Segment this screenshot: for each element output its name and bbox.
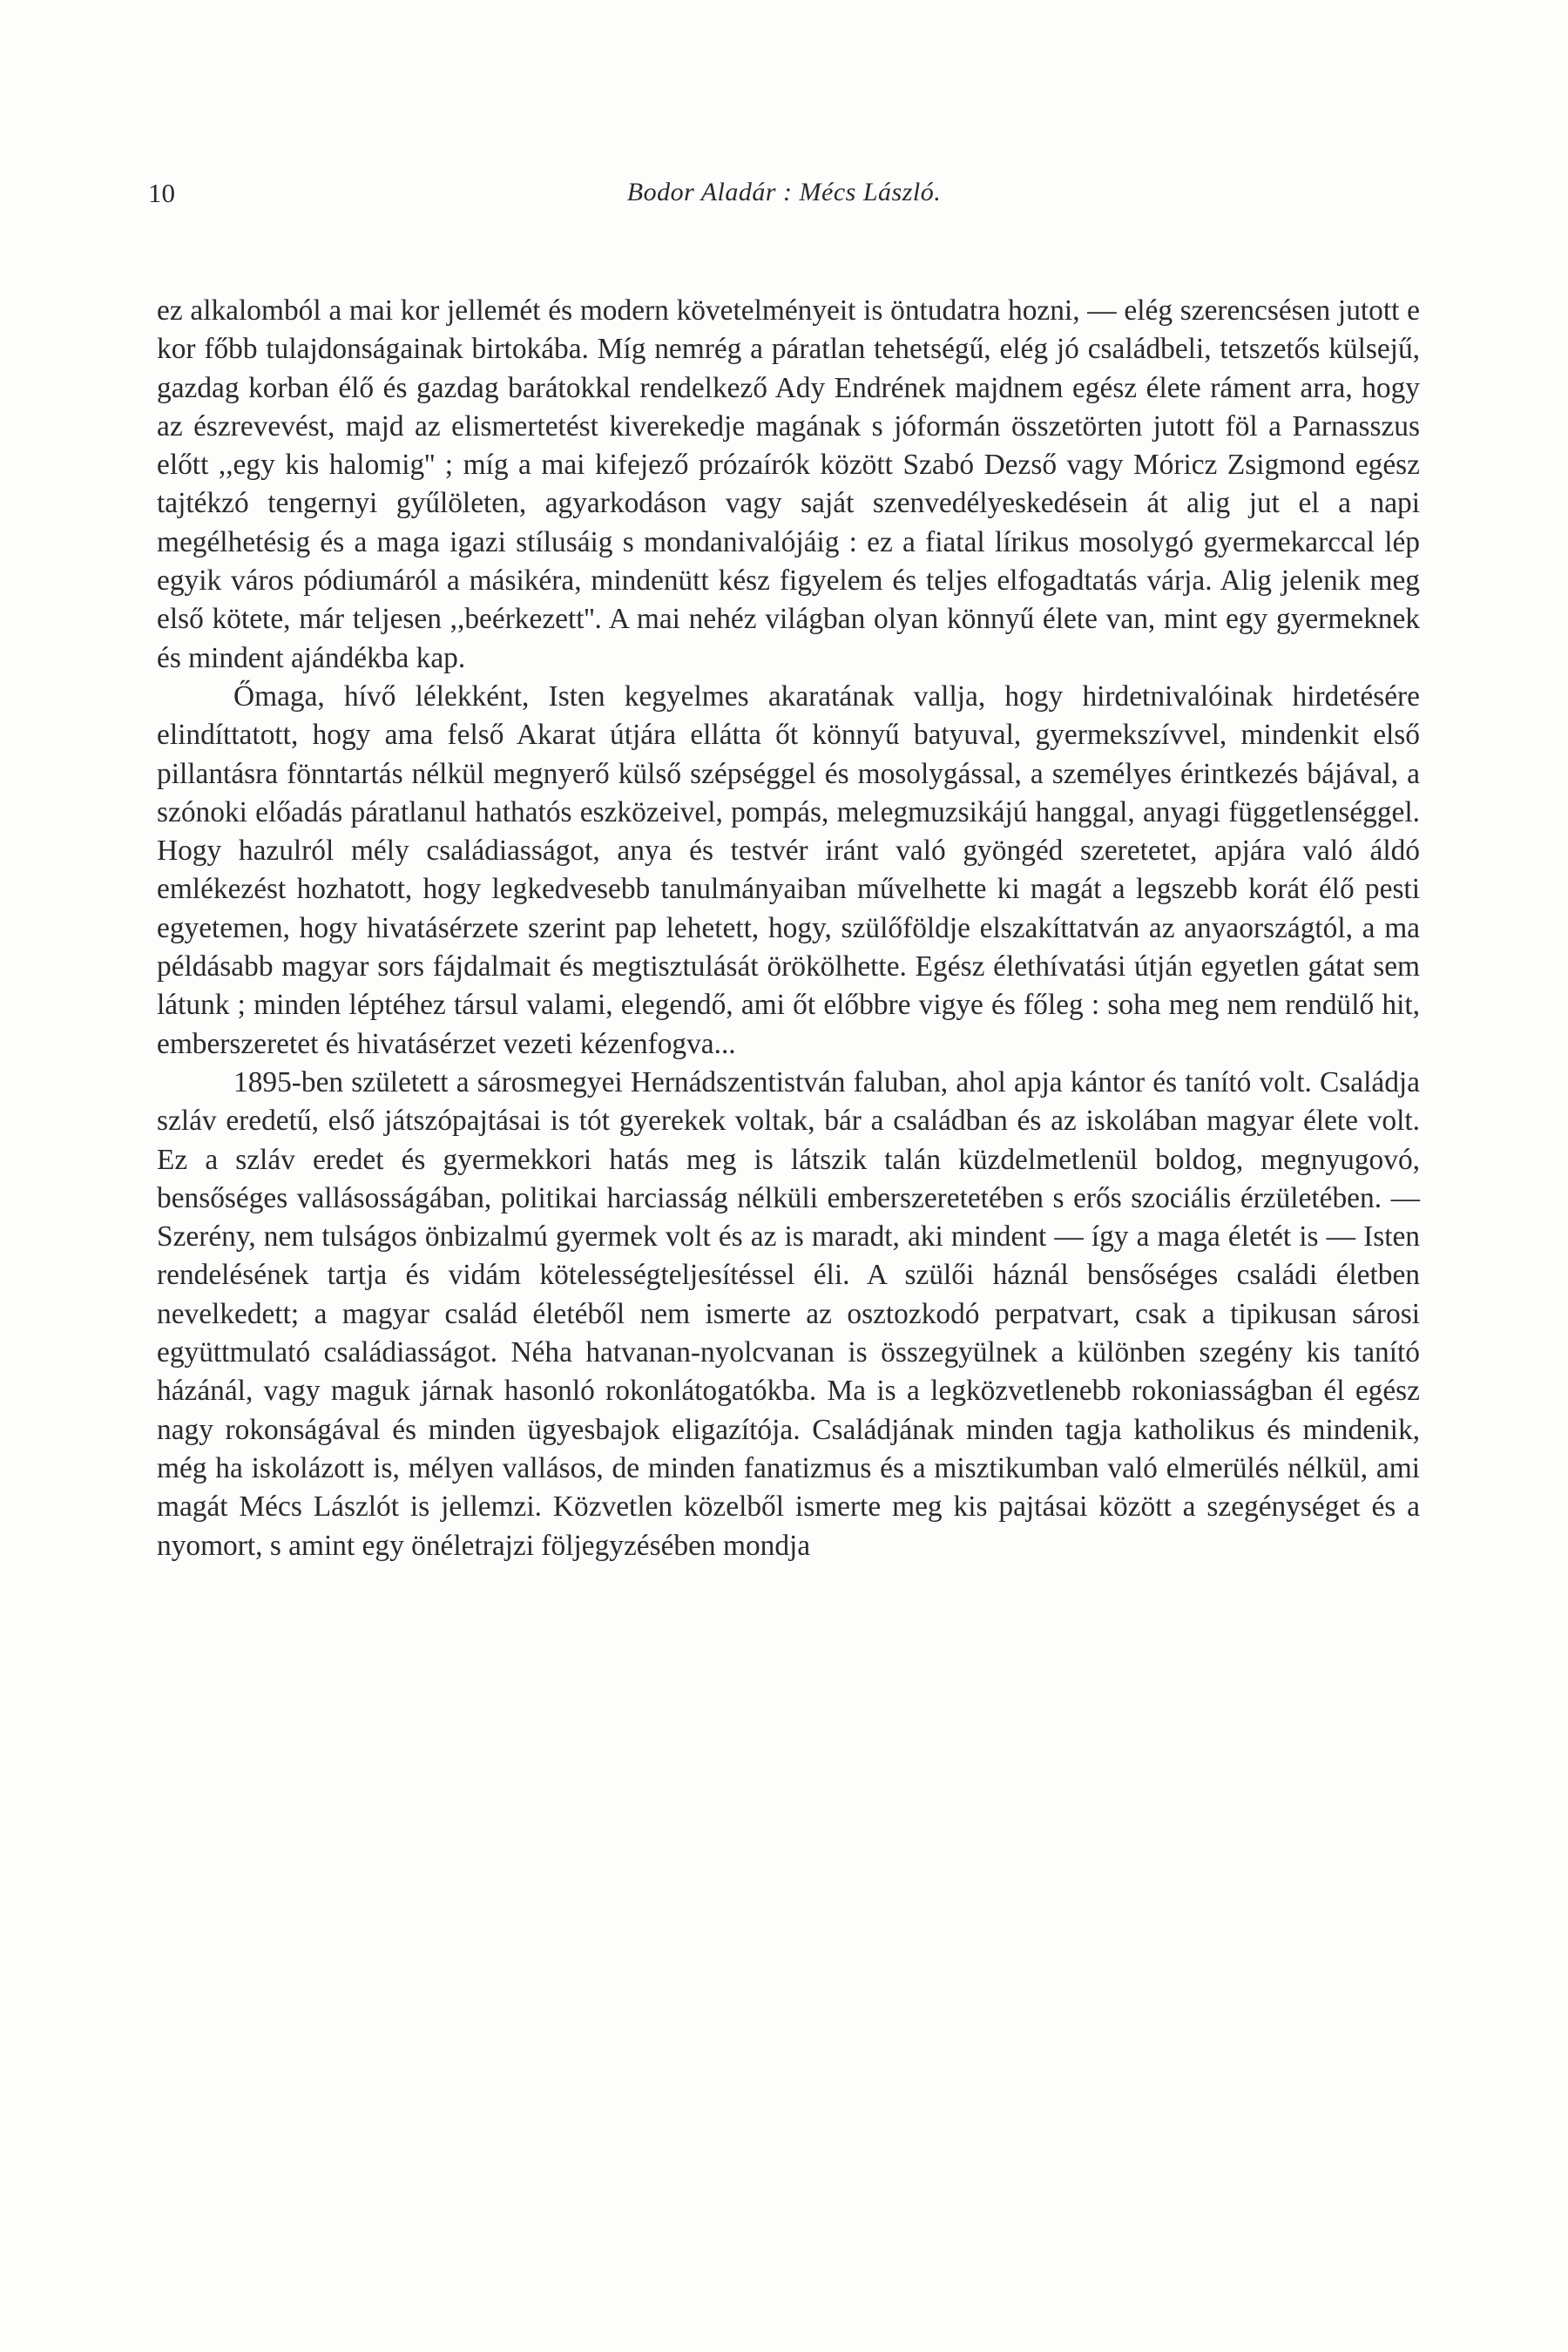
paragraph-2: Őmaga, hívő lélekként, Isten kegyelmes akaratának vallja, hogy hirdetnivalóinak hirdetésére elindíttatott, hogy ama felső Akarat útjára ellátta őt könnyű batyuval, gyermekszívvel, mindenkit első pillantásra fönntartás nélkül megnyerő külső szépséggel és mosolygással, a személyes érintkezés bájával, a szónoki előadás páratlanul hathatós eszközeivel, pompás, melegmuzsikájú hanggal, anyagi függetlenséggel. Hogy hazulról mély családiasságot, anya és testvér iránt való gyöngéd szeretetet, apjára való áldó emlékezést hozhatott, hogy legkedvesebb tanulmányaiban művelhette ki magát a legszebb korát élő pesti egyetemen, hogy hivatásérzete szerint pap lehetett, hogy, szülőföldje elszakíttatván az anyaországtól, a ma példásabb magyar sors fájdalmait és megtisztulását örökölhette. Egész élethívatási útján egyetlen gátat sem látunk ; minden léptéhez társul valami, elegendő, ami őt előbbre vigye és főleg : soha meg nem rendülő hit, emberszeretet és hivatásérzet vezeti kézenfogva... (157, 679, 1420, 1060)
page-header (148, 178, 1420, 213)
paragraph-3: 1895-ben született a sárosmegyei Hernádszentistván faluban, ahol apja kántor és tanító volt. Családja szláv eredetű, első játszópajtásai is tót gyerekek voltak, bár a családban és az iskolában magyar élete volt. Ez a szláv eredet és gyermekkori hatás meg is látszik talán küzdelmetlenül boldog, megnyugovó, bensőséges vallásosságában, politikai harciasság nélküli emberszeretetében s erős szociális érzületében. — Szerény, nem tulságos önbizalmú gyermek volt és az is maradt, aki mindent — így a maga életét is — Isten rendelésének tartja és vidám kötelességteljesítéssel éli. A szülői háznál bensőséges családi életben nevelkedett; a magyar család életéből nem ismerte az osztozkodó perpatvart, csak a tipikusan sárosi együttmulató családiasságot. Néha hatvanan-nyolcvanan is összegyülnek a különben szegény kis tanító házánál, vagy maguk járnak hasonló rokonlátogatókba. Ma is a legközvetlenebb rokoniasságban él egész nagy rokonságával és minden ügyesbajok eligazítója. Családjának minden tagja katholikus és mindenik, még ha iskolázott is, mélyen vallásos, de minden fanatizmus és a misztikumban való elmerülés nélkül, ami magát Mécs Lászlót is jellemzi. Közvetlen közelből ismerte meg kis pajtásai között a szegénységet és a nyomort, s amint egy önéletrajzi följegyzésében mondja (157, 1065, 1420, 1562)
page-number: 10 (148, 178, 175, 208)
running-head: Bodor Aladár : Mécs László. (626, 178, 942, 206)
paragraph-1: ez alkalomból a mai kor jellemét és modern követelményeit is öntudatra hozni, — elég szerencsésen jutott e kor főbb tulajdonságainak birtokába. Míg nemrég a páratlan tehetségű, elég jó családbeli, tetszetős külsejű, gazdag korban élő és gazdag barátokkal rendelkező Ady Endrének majdnem egész élete ráment arra, hogy az észrevevést, majd az elismertetést kiverekedje magának s jóformán összetörten jutott föl a Parnasszus előtt ,,egy kis halomig'' ; míg a mai kifejező prózaírók között Szabó Dezső vagy Móricz Zsigmond egész tajtékzó tengernyi gyűlöleten, agyarkodáson vagy saját szenvedélyeskedésein át alig jut el a napi megélhetésig és a maga igazi stílusáig s mondanivalójáig : ez a fiatal lírikus mosolygó gyermekarccal lép egyik város pódiumáról a másikéra, mindenütt kész figyelem és teljes elfogadtatás várja. Alig jelenik meg első kötete, már teljesen ,,beérkezett''. A mai nehéz világban olyan könnyű élete van, mint egy gyermeknek és mindent ajándékba kap. (157, 294, 1420, 674)
body-text (157, 292, 1420, 1565)
